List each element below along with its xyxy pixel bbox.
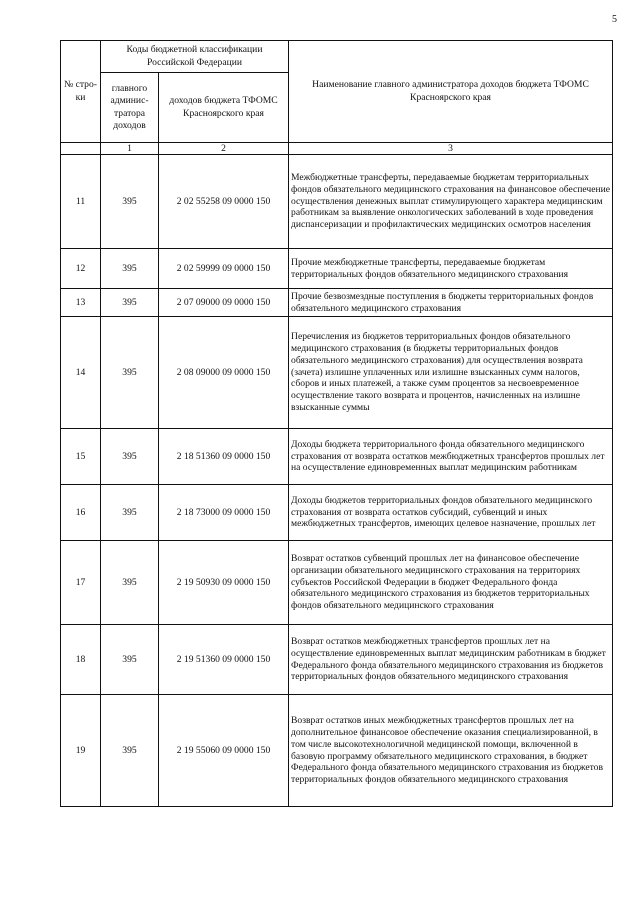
income-name: Прочие межбюджетные трансферты, передаваемые бюджетам территориальных фондов обязательного медицинского страхования: [289, 249, 613, 289]
row-number: 19: [61, 695, 101, 807]
table-row: [61, 317, 613, 429]
budget-codes-table: [60, 40, 613, 807]
income-code: 2 18 51360 09 0000 150: [159, 429, 289, 485]
income-code: 2 07 09000 09 0000 150: [159, 289, 289, 317]
col-number-1: 1: [101, 143, 159, 155]
admin-code: 395: [101, 317, 159, 429]
col-number-2: 2: [159, 143, 289, 155]
admin-code: 395: [101, 541, 159, 625]
row-number: 12: [61, 249, 101, 289]
income-code: 2 08 09000 09 0000 150: [159, 317, 289, 429]
row-number: 13: [61, 289, 101, 317]
income-name: Доходы бюджета территориального фонда обязательного медицинского страхования от возврата остатков межбюджетных трансфертов прошлых лет на осуществление единовременных выплат медицинским работникам: [289, 429, 613, 485]
table-row: [61, 429, 613, 485]
income-code: 2 18 73000 09 0000 150: [159, 485, 289, 541]
income-name: Перечисления из бюджетов территориальных фондов обязательного медицинского страхования (в бюджеты территориальных фондов обязательного медицинского страхования) для осуществления возврата (зачета) излишне уплаченных или излишне взысканных сумм налогов, сборов и иных платежей, а также сумм процентов за несвоевременное осуществление такого возврата и процентов, начисленных на излишне взысканные суммы: [289, 317, 613, 429]
income-code: 2 19 55060 09 0000 150: [159, 695, 289, 807]
row-number: 14: [61, 317, 101, 429]
table-row: [61, 485, 613, 541]
header-income-code: доходов бюджета ТФОМС Красноярского края: [159, 73, 289, 143]
income-name: Доходы бюджетов территориальных фондов обязательного медицинского страхования от возврата остатков субсидий, субвенций и иных межбюджетных трансфертов, имеющих целевое назначение, прошлых лет: [289, 485, 613, 541]
income-name: Возврат остатков иных межбюджетных трансфертов прошлых лет на дополнительное финансовое обеспечение оказания специализированной, в том числе высокотехнологичной медицинской помощи, включенной в базовую программу обязательного медицинского страхования, в бюджет Федерального фонда обязательного медицинского страхования из бюджетов территориальных фондов обязательного медицинского страхования: [289, 695, 613, 807]
income-name: Возврат остатков субвенций прошлых лет на финансовое обеспечение организации обязательного медицинского страхования на территориях субъектов Российской Федерации в бюджет Федерального фонда обязательного медицинского страхования из бюджетов территориальных фондов обязательного медицинского страхования: [289, 541, 613, 625]
admin-code: 395: [101, 429, 159, 485]
income-name: Возврат остатков межбюджетных трансфертов прошлых лет на осуществление единовременных выплат медицинским работникам в бюджет Федерального фонда обязательного медицинского страхования из бюджетов территориальных фондов обязательного медицинского страхования: [289, 625, 613, 695]
header-main-admin: главного админис-тратора доходов: [101, 73, 159, 143]
admin-code: 395: [101, 289, 159, 317]
admin-code: 395: [101, 625, 159, 695]
admin-code: 395: [101, 695, 159, 807]
admin-code: 395: [101, 249, 159, 289]
income-code: 2 19 51360 09 0000 150: [159, 625, 289, 695]
income-name: Прочие безвозмездные поступления в бюджеты территориальных фондов обязательного медицинского страхования: [289, 289, 613, 317]
income-code: 2 19 50930 09 0000 150: [159, 541, 289, 625]
table-row: [61, 249, 613, 289]
row-number: 16: [61, 485, 101, 541]
row-number: 18: [61, 625, 101, 695]
admin-code: 395: [101, 155, 159, 249]
header-row-number: № стро-ки: [61, 41, 101, 143]
table-row: [61, 541, 613, 625]
income-code: 2 02 55258 09 0000 150: [159, 155, 289, 249]
row-number: 11: [61, 155, 101, 249]
income-code: 2 02 59999 09 0000 150: [159, 249, 289, 289]
admin-code: 395: [101, 485, 159, 541]
row-number: 15: [61, 429, 101, 485]
header-codes-group: Коды бюджетной классификации Российской Федерации: [101, 41, 289, 73]
table-row: [61, 625, 613, 695]
col-number-3: 3: [289, 143, 613, 155]
page-number: 5: [612, 14, 617, 25]
table-row: [61, 155, 613, 249]
header-admin-name: Наименование главного администратора доходов бюджета ТФОМС Красноярского края: [289, 41, 613, 143]
row-number: 17: [61, 541, 101, 625]
income-name: Межбюджетные трансферты, передаваемые бюджетам территориальных фондов обязательного медицинского страхования на финансовое обеспечение осуществления денежных выплат стимулирующего характера медицинским работникам за выявление онкологических заболеваний в ходе проведения диспансеризации и профилактических медицинских осмотров населения: [289, 155, 613, 249]
table-row: [61, 695, 613, 807]
table-row: [61, 289, 613, 317]
